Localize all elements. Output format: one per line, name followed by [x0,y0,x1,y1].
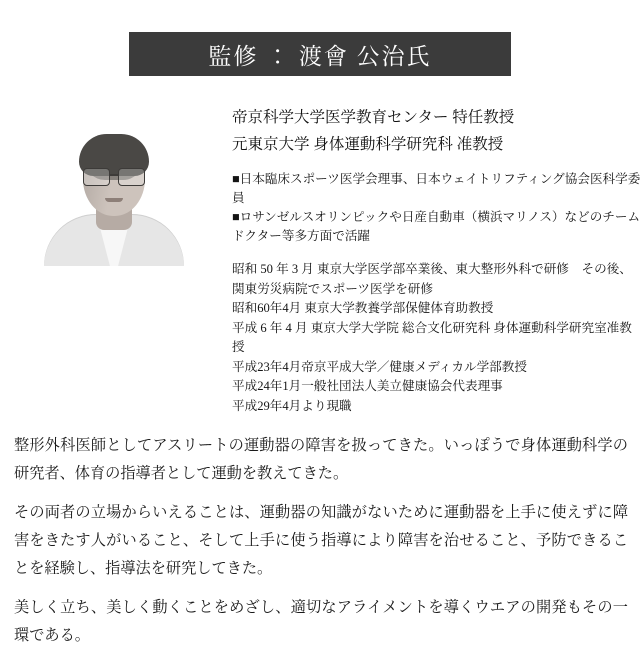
body-paragraph-3: 美しく立ち、美しく動くことをめざし、適切なアライメントを導くウエアの開発もその一環である。 [14,599,628,644]
profile-bullet-2: ■ロサンゼルスオリンピックや日産自動車（横浜マリノス）などのチーム ドクター等多方面で活躍 [232,210,640,243]
profile-bullet-1: ■日本臨床スポーツ医学会理事、日本ウェイトリフティング協会医科学委員 [232,172,640,205]
portrait-glasses-icon [82,168,146,185]
glasses-left-lens [83,168,110,186]
portrait-container [36,116,196,266]
history-item-3: 平成 6 年 4 月 東京大学大学院 総合文化研究科 身体運動科学研究室准教授 [232,320,632,354]
profile-title-line-1: 帝京科学大学医学教育センター 特任教授 [232,109,515,126]
portrait-mouth [105,198,123,202]
glasses-right-lens [118,168,145,186]
profile-history [232,260,640,416]
body-copy [14,432,628,650]
profile-bullets [232,170,640,246]
profile-title-line-2: 元東京大学 身体運動科学研究科 准教授 [232,136,504,153]
history-item-1: 昭和 50 年 3 月 東京大学医学部卒業後、東大整形外科で研修 その後、関東労災病院でスポーツ医学を研修 [232,262,632,296]
history-item-4: 平成23年4月帝京平成大学／健康メディカル学部教授 [232,359,527,374]
supervisor-portrait-photo [36,116,192,266]
history-item-2: 昭和60年4月 東京大学教養学部保健体育助教授 [232,301,494,315]
history-item-5: 平成24年1月一般社団法人美立健康協会代表理事 [232,379,503,393]
supervisor-banner [129,32,511,76]
history-item-6: 平成29年4月より現職 [232,398,352,413]
banner-title: 監修 ： 渡會 公治氏 [208,43,432,69]
profile-text-column [232,104,640,416]
body-paragraph-1: 整形外科医師としてアスリートの運動器の障害を扱ってきた。いっぽうで身体運動科学の研究者、体育の指導者として運動を教えてきた。 [14,437,628,482]
body-paragraph-2: その両者の立場からいえることは、運動器の知識がないために運動器を上手に使えずに障害をきたす人がいること、そして上手に使う指導により障害を治せること、予防できることを経験し、指導法を研究してきた。 [14,504,628,577]
